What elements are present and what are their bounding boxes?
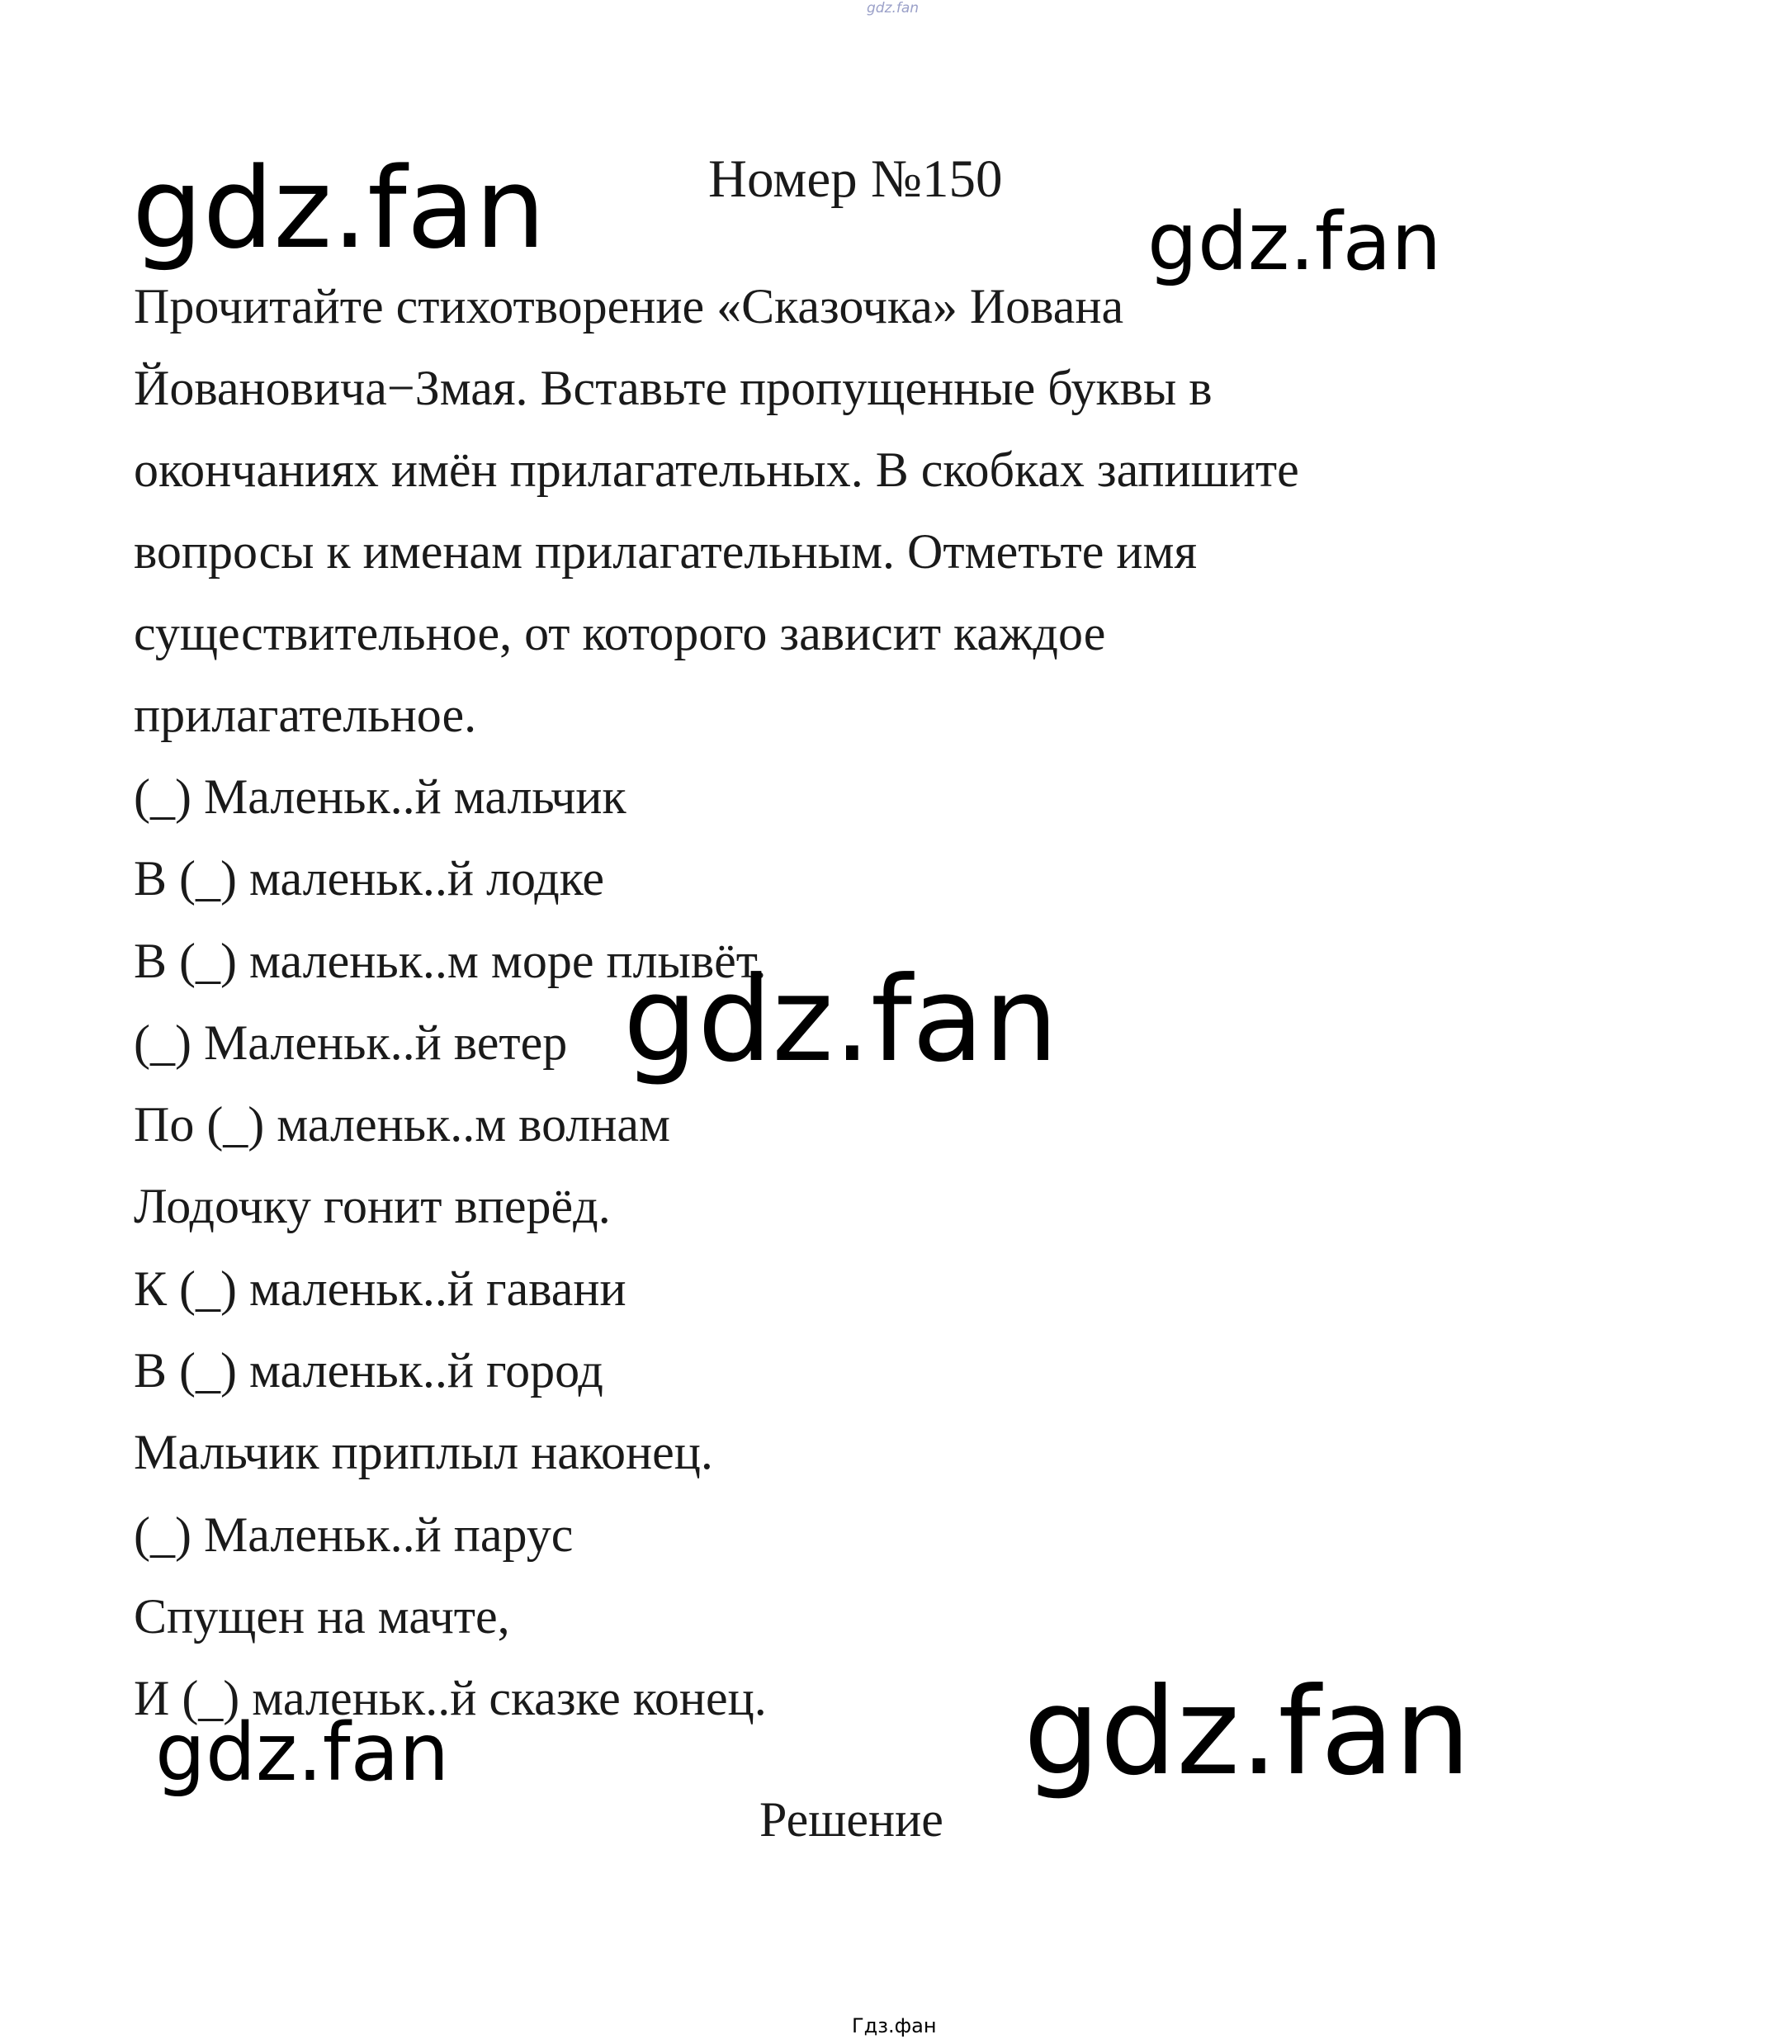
watermark: gdz.fan xyxy=(623,952,1058,1088)
poem-line: В (_) маленьк..й лодке xyxy=(134,851,605,906)
exercise-title: Номер №150 xyxy=(708,149,1003,209)
poem-line: К (_) маленьк..й гавани xyxy=(134,1261,626,1316)
footer-watermark: Гдз.фан xyxy=(852,2014,937,2037)
poem-line: В (_) маленьк..м море плывёт. xyxy=(134,933,767,988)
poem-line: Лодочку гонит вперёд. xyxy=(134,1179,611,1234)
task-line: существительное, от которого зависит каждое xyxy=(134,606,1106,660)
task-line: окончаниях имён прилагательных. В скобках запишите xyxy=(134,442,1299,497)
watermark: gdz.fan xyxy=(132,144,546,273)
poem-line: (_) Маленьк..й парус xyxy=(134,1507,574,1562)
poem-line: (_) Маленьк..й ветер xyxy=(134,1015,568,1070)
poem-line: (_) Маленьк..й мальчик xyxy=(134,769,626,824)
watermark: gdz.fan xyxy=(155,1706,450,1799)
watermark: gdz.fan xyxy=(1147,196,1442,288)
task-line: прилагательное. xyxy=(134,688,477,742)
poem xyxy=(134,756,767,1740)
solution-heading: Решение xyxy=(759,1792,943,1847)
poem-line: Спущен на мачте, xyxy=(134,1588,510,1644)
watermark: gdz.fan xyxy=(1024,1662,1471,1802)
task-line: Йовановича−Змая. Вставьте пропущенные буквы в xyxy=(134,361,1213,415)
poem-line: В (_) маленьк..й город xyxy=(134,1343,603,1398)
task-line: вопросы к именам прилагательным. Отметьте имя xyxy=(134,524,1198,579)
poem-line: Мальчик приплыл наконец. xyxy=(134,1425,713,1480)
poem-line: По (_) маленьк..м волнам xyxy=(134,1097,670,1152)
task-line: Прочитайте стихотворение «Сказочка» Иована xyxy=(134,279,1124,334)
header-watermark: gdz.fan xyxy=(867,0,920,17)
poem-line: И (_) маленьк..й сказке конец. xyxy=(134,1671,767,1726)
task-text xyxy=(134,266,1619,756)
